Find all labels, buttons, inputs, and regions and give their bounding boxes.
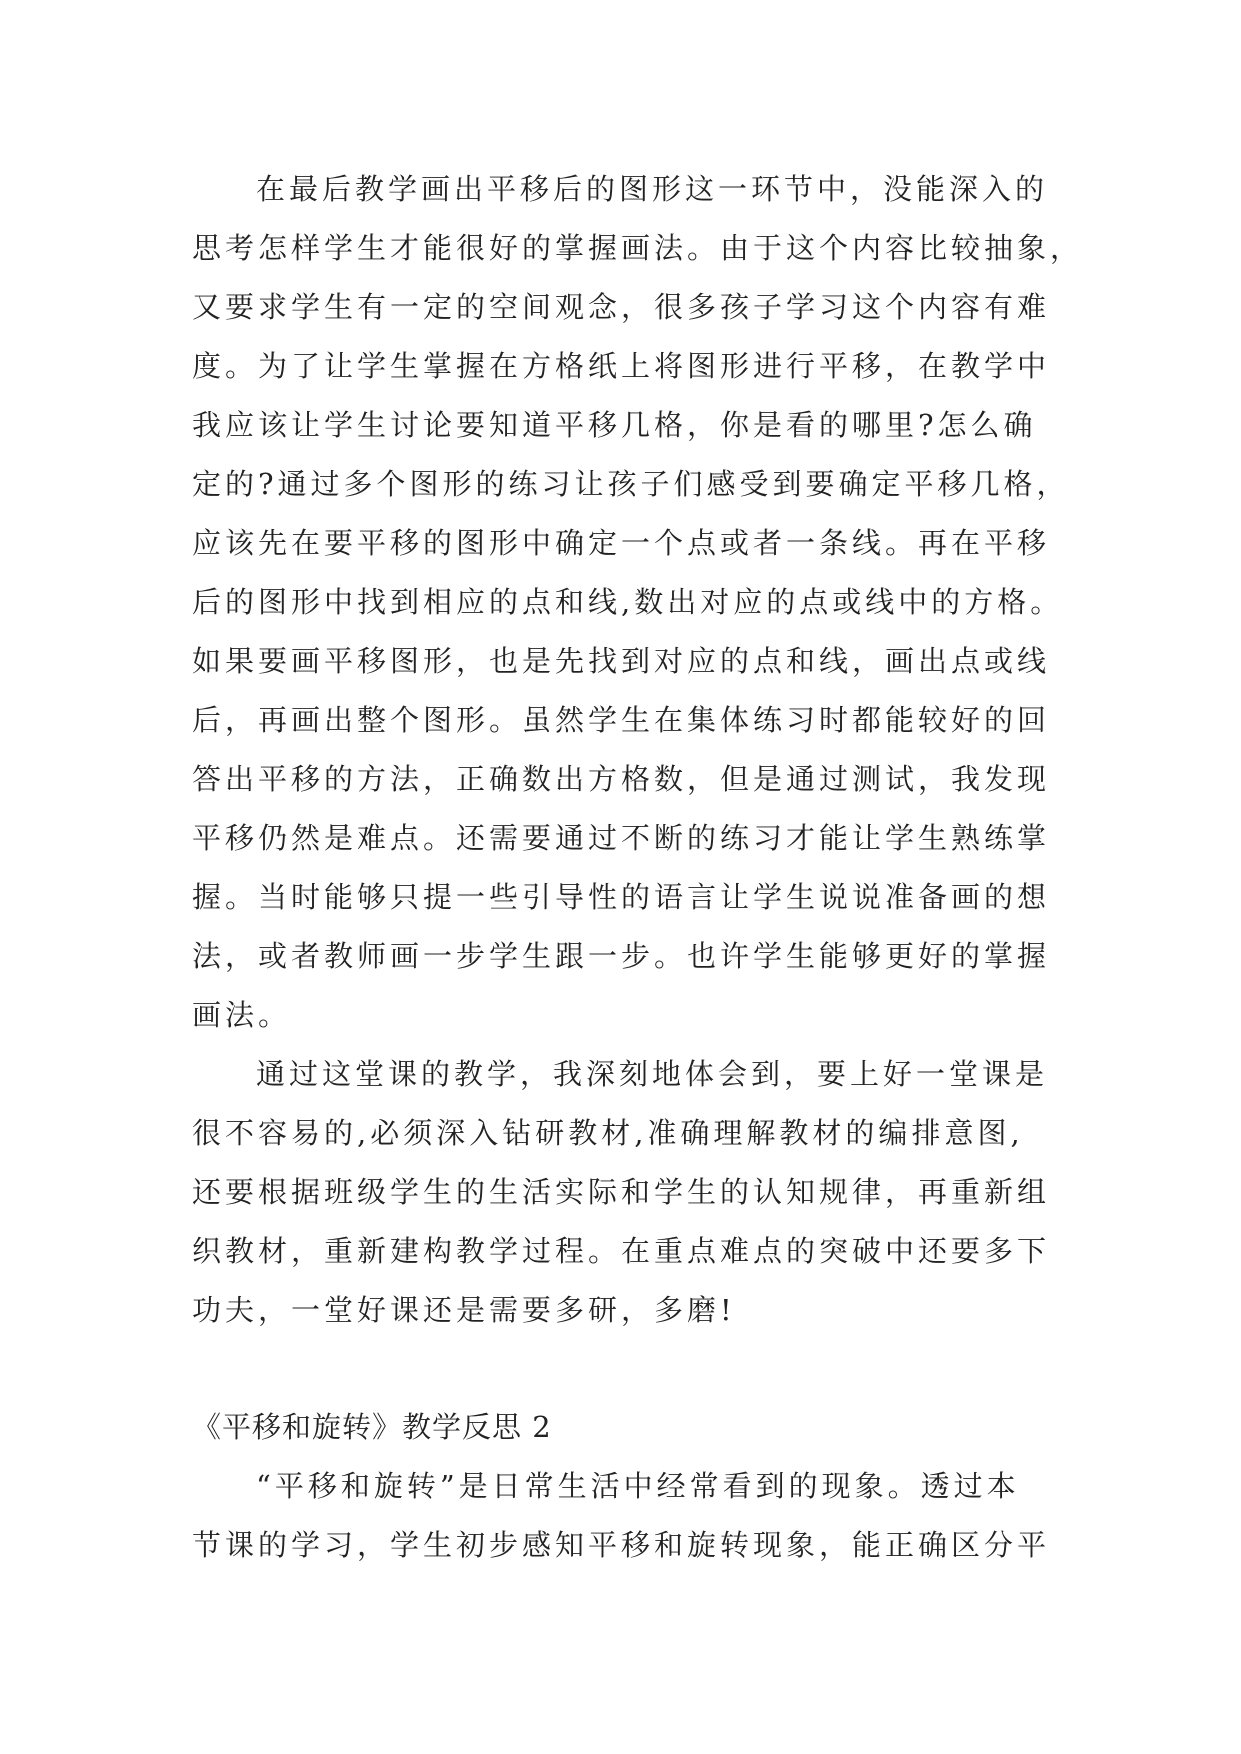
section-spacer	[192, 1340, 1072, 1398]
text-line: 应该先在要平移的图形中确定一个点或者一条线。再在平移	[192, 526, 1051, 560]
text-line: 在最后教学画出平移后的图形这一环节中，没能深入的	[256, 172, 1049, 206]
text-line: 我应该让学生讨论要知道平移几格，你是看的哪里?怎么确	[192, 408, 1037, 442]
text-line: 如果要画平移图形，也是先找到对应的点和线，画出点或线	[192, 644, 1051, 678]
paragraph-2	[192, 1045, 1072, 1340]
text-line: 很不容易的,必须深入钻研教材,准确理解教材的编排意图,	[192, 1116, 1024, 1150]
text-line: 节课的学习，学生初步感知平移和旋转现象，能正确区分平	[192, 1528, 1051, 1562]
text-line: 画法。	[192, 998, 292, 1032]
text-line: 织教材，重新建构教学过程。在重点难点的突破中还要多下	[192, 1234, 1051, 1268]
paragraph-1	[192, 160, 1084, 1045]
text-line: “平移和旋转”是日常生活中经常看到的现象。透过本	[256, 1469, 1020, 1503]
text-line: 通过这堂课的教学，我深刻地体会到，要上好一堂课是	[256, 1057, 1049, 1091]
text-line: 后的图形中找到相应的点和线,数出对应的点或线中的方格。	[192, 585, 1064, 619]
paragraph-3	[192, 1457, 1072, 1575]
text-line: 定的?通过多个图形的练习让孩子们感受到要确定平移几格，	[192, 467, 1070, 501]
section-heading: 《平移和旋转》教学反思 2	[192, 1410, 552, 1444]
text-line: 法，或者教师画一步学生跟一步。也许学生能够更好的掌握	[192, 939, 1051, 973]
text-line: 后，再画出整个图形。虽然学生在集体练习时都能较好的回	[192, 703, 1051, 737]
text-line: 握。当时能够只提一些引导性的语言让学生说说准备画的想	[192, 880, 1051, 914]
text-line: 答出平移的方法，正确数出方格数，但是通过测试，我发现	[192, 762, 1051, 796]
text-line: 功夫，一堂好课还是需要多研，多磨!	[192, 1293, 736, 1327]
text-line: 又要求学生有一定的空间观念，很多孩子学习这个内容有难	[192, 290, 1051, 324]
text-line: 还要根据班级学生的生活实际和学生的认知规律，再重新组	[192, 1175, 1051, 1209]
text-line: 思考怎样学生才能很好的掌握画法。由于这个内容比较抽象，	[192, 231, 1084, 265]
document-body	[192, 160, 1084, 1575]
text-line: 度。为了让学生掌握在方格纸上将图形进行平移，在教学中	[192, 349, 1051, 383]
text-line: 平移仍然是难点。还需要通过不断的练习才能让学生熟练掌	[192, 821, 1051, 855]
